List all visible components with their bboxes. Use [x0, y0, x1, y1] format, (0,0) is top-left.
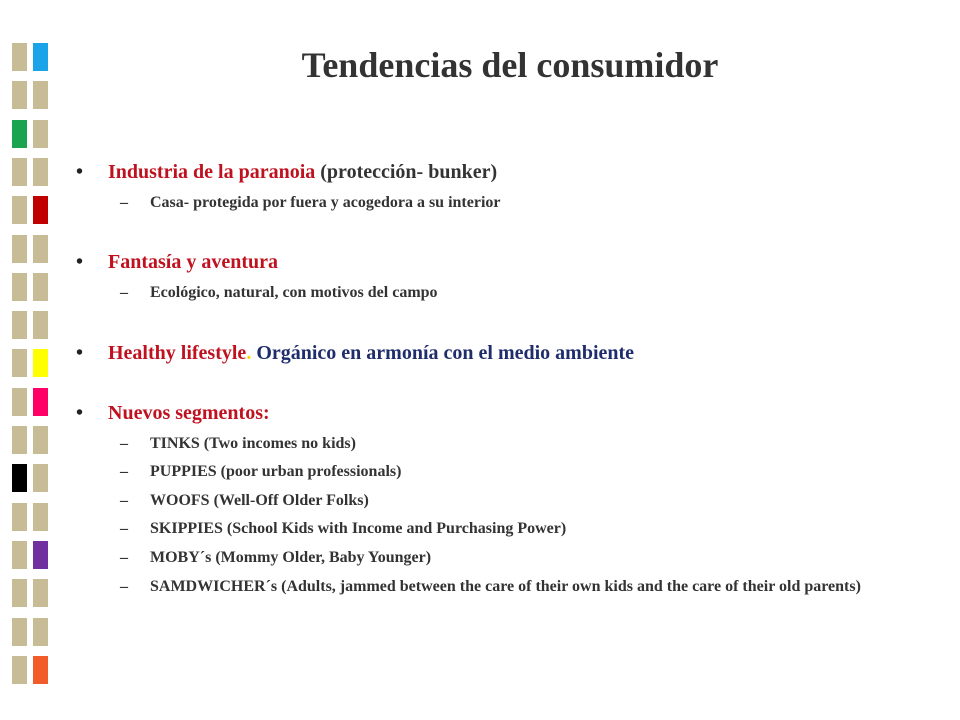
bullet-fantasia-heading: Fantasía y aventura — [108, 251, 278, 273]
decorative-square — [12, 349, 27, 377]
decorative-square — [33, 618, 48, 646]
decorative-square — [12, 618, 27, 646]
decorative-square — [33, 273, 48, 301]
sub-item: – Ecológico, natural, con motivos del campo — [120, 284, 438, 301]
decorative-square — [12, 464, 27, 492]
decorative-square — [12, 43, 27, 71]
sub-item: – PUPPIES (poor urban professionals) — [120, 463, 402, 480]
sub-dash: – — [120, 549, 128, 566]
decorative-square — [33, 656, 48, 684]
sub-item: – TINKS (Two incomes no kids) — [120, 435, 356, 452]
decorative-square — [12, 120, 27, 148]
decorative-square — [12, 503, 27, 531]
bullet-paranoia-detail: (protección- bunker) — [315, 161, 498, 183]
bullet-healthy-detail: Orgánico en armonía con el medio ambiente — [256, 342, 635, 364]
decorative-square — [33, 541, 48, 569]
bullet-fantasia — [76, 250, 278, 274]
sub-dash: – — [120, 435, 128, 452]
sub-item: – SAMDWICHER´s (Adults, jammed between the care of their own kids and the care of their old parents) — [120, 578, 861, 595]
decorative-square — [12, 426, 27, 454]
decorative-square — [33, 43, 48, 71]
sub-dash: – — [120, 492, 128, 509]
decorative-square — [12, 273, 27, 301]
sub-dash: – — [120, 284, 128, 301]
decorative-square — [12, 656, 27, 684]
decorative-square — [33, 311, 48, 339]
decorative-square — [33, 120, 48, 148]
sub-dash: – — [120, 520, 128, 537]
bullet-paranoia-heading: Industria de la paranoia — [108, 161, 316, 183]
decorative-square — [12, 579, 27, 607]
decorative-square — [33, 503, 48, 531]
decorative-square — [33, 81, 48, 109]
decorative-square — [33, 349, 48, 377]
sub-dash: – — [120, 194, 128, 211]
decorative-square — [12, 311, 27, 339]
decorative-square — [33, 464, 48, 492]
bullet-marker: • — [76, 342, 84, 364]
decorative-square — [33, 235, 48, 263]
sub-item: – WOOFS (Well-Off Older Folks) — [120, 492, 369, 509]
sub-dash: – — [120, 463, 128, 480]
decorative-square — [33, 579, 48, 607]
decorative-square — [33, 196, 48, 224]
bullet-segmentos-heading: Nuevos segmentos: — [108, 402, 270, 424]
sub-item: – SKIPPIES (School Kids with Income and Purchasing Power) — [120, 520, 567, 537]
bullet-healthy-heading: Healthy lifestyle — [108, 342, 247, 364]
decorative-square — [12, 388, 27, 416]
decorative-square — [33, 158, 48, 186]
sub-dash: – — [120, 578, 128, 595]
decorative-squares-column — [0, 0, 60, 720]
bullet-marker: • — [76, 402, 84, 424]
decorative-square — [33, 426, 48, 454]
decorative-square — [12, 158, 27, 186]
decorative-square — [12, 235, 27, 263]
bullet-marker: • — [76, 251, 84, 273]
bullet-healthy-separator: . — [246, 342, 257, 364]
bullet-healthy — [76, 341, 634, 365]
slide-title: Tendencias del consumidor — [301, 45, 719, 85]
sub-item: – Casa- protegida por fuera y acogedora a su interior — [120, 194, 501, 211]
decorative-square — [12, 81, 27, 109]
sub-item: – MOBY´s (Mommy Older, Baby Younger) — [120, 549, 432, 566]
bullet-paranoia — [76, 160, 497, 184]
decorative-square — [12, 541, 27, 569]
decorative-square — [33, 388, 48, 416]
decorative-square — [12, 196, 27, 224]
bullet-marker: • — [76, 161, 84, 183]
bullet-segmentos — [76, 401, 270, 425]
